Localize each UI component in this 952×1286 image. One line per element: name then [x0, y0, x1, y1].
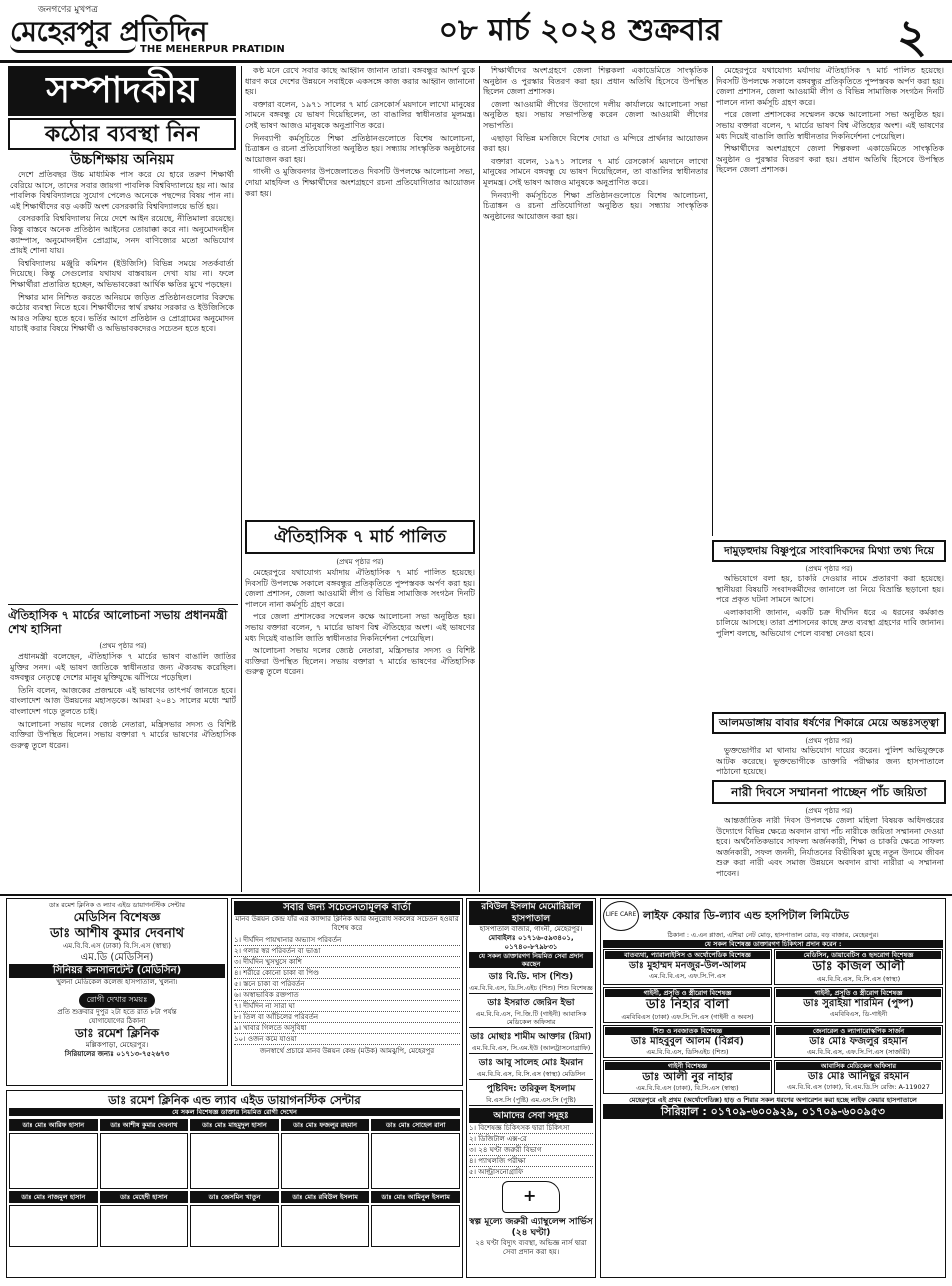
ambulance-service: স্বল্প মূল্যে জরুরী এ্যাম্বুলেন্স সার্ভিস (২৪ ঘণ্টা) — [469, 1217, 593, 1238]
ambulance-icon — [502, 1181, 560, 1213]
column-divider — [241, 66, 242, 892]
doctor-info: এম.বি.বি.এস, এফ.সি.পি.এস (সার্জারী) — [806, 1048, 911, 1056]
story-paragraph: প্রধানমন্ত্রী বলেছেন, ঐতিহাসিক ৭ মার্চের ভাষণ বাঙালি জাতির মুক্তির সনদ। এই ভাষণ জাতিকে স্বাধীনতার জন্য ঐক্যবদ্ধ করেছিল। বঙ্গবন্ধুর নেতৃত্বে দেশের মানুষ মুক্তিযুদ্ধে ঝাঁপিয়ে পড়েছিল। — [10, 652, 236, 683]
ad-footer: ২৪ ঘণ্টা বিদ্যুৎ ব্যবস্থা, অভিজ্ঞ নার্স দ্বারা সেবা প্রদান করা হয়। — [475, 1239, 587, 1256]
ad-contact-label: যোগাযোগের ঠিকানা — [88, 1017, 146, 1025]
editorial-subhead: উচ্চশিক্ষায় অনিয়ম — [70, 152, 174, 168]
doctor-info: এমবিবিএস (ঢাকা) এফ.সি.পি.এস (গাইনী ও অবস) — [621, 1013, 754, 1021]
doctor-specialty: মেডিসিন, ডায়াবেটিস ও হৃদরোগ বিশেষজ্ঞ — [776, 951, 941, 959]
ad-rabiul-hospital — [466, 898, 596, 1278]
newspaper-title-english: THE MEHERPUR PRATIDIN — [140, 44, 285, 55]
doctor-entry — [603, 949, 772, 985]
story-paragraph: কণ্ঠ মনে রেখে সবার কাছে আহ্বান জানান তারা। বঙ্গবন্ধুর আদর্শ বুকে ধারণ করে দেশের উন্নয়নে সবাইকে একসঙ্গে কাজ করার আহ্বান জানানো হয়। — [245, 66, 475, 97]
doctor-info: এম.বি.বি.এস (ঢাকা), বি.এম.ডি.সি রেজি: A-119027 — [787, 1083, 930, 1091]
story-alamdanga-continued: (প্রথম পৃষ্ঠার পর) — [805, 737, 853, 745]
list-item: ৩। দীর্ঘদিন খুসখুসে কাশি — [234, 957, 460, 968]
ad-phone: মোবাইলঃ ০১৭১৬-৫৯৩৪০১, ০১৭৪০-৮৭৯৮৩১ — [488, 934, 574, 951]
right-column-body — [716, 66, 944, 536]
story-paragraph: আলোচনা সভায় দলের জ্যেষ্ঠ নেতারা, মন্ত্রিসভার সদস্য ও বিশিষ্ট ব্যক্তিরা উপস্থিত ছিলেন। সভায় বক্তারা ৭ মার্চের ভাষণের ঐতিহাসিক গুরুত্ব তুলে ধরেন। — [10, 719, 236, 750]
story-paragraph: আলোচনা সভায় দলের জ্যেষ্ঠ নেতারা, মন্ত্রিসভার সদস্য ও বিশিষ্ট ব্যক্তিরা উপস্থিত ছিলেন। সভায় বক্তারা ৭ মার্চের ভাষণের ঐতিহাসিক গুরুত্ব তুলে ধরেন। — [245, 646, 475, 677]
lifecare-header — [603, 901, 943, 931]
story-paragraph: আন্তর্জাতিক নারী দিবস উপলক্ষে জেলা মহিলা বিষয়ক অধিদপ্তরের উদ্যোগে বিভিন্ন ক্ষেত্রে অবদান রাখা পাঁচ নারীকে জয়িতা সম্মাননা দেওয়া হবে। অর্থনৈতিকভাবে সাফল্য অর্জনকারী, শিক্ষা ও চাকরি ক্ষেত্রে সাফল্য অর্জনকারী, সফল জননী, নির্যাতনের বিভীষিকা মুছে নতুন উদ্যমে জীবন শুরু করা নারী এবং সমাজ উন্নয়নে অবদান রাখা নারীরা এ সম্মাননা পাবেন। — [716, 816, 944, 878]
doctor-details-placeholder — [9, 1133, 98, 1189]
doctor-specialty: গাইনী বিশেষজ্ঞ — [605, 1062, 770, 1070]
story-damurhuda-headline: দামুড়হুদায় বিষ্ণুপুরে সাংবাদিকদের মিথ্যা তথ্য দিয়ে — [724, 545, 934, 557]
story-alamdanga-headline-box — [712, 712, 946, 734]
doctor-info: এম.বি.বি.এস, বি.সি.এস (স্বাস্থ্য) — [816, 975, 901, 983]
doctor-name: ডাঃ কাজল আলী — [812, 959, 905, 974]
services-list — [469, 1123, 593, 1178]
column-divider — [712, 66, 713, 536]
story-damurhuda-continued: (প্রথম পৃষ্ঠার পর) — [805, 565, 853, 573]
list-item: ১। বিশেষজ্ঞ চিকিৎসক দ্বারা চিকিৎসা — [469, 1123, 593, 1134]
list-item: ৫। আল্ট্রাসনোগ্রাফি — [469, 1167, 593, 1178]
story-paragraph: শিক্ষার্থীদের অংশগ্রহণে জেলা শিল্পকলা একাডেমিতে সাংস্কৃতিক অনুষ্ঠান ও পুরস্কার বিতরণ করা হয়। প্রধান অতিথি হিসেবে উপস্থিত ছিলেন জেলা প্রশাসক। — [716, 144, 944, 175]
ad-subheader: যে সকল বিশেষজ্ঞ ডাক্তার নিয়মিত রোগী দেখেন — [9, 1108, 460, 1116]
doctor-specialty: গাইনী, প্রসূতি ও স্ত্রীরোগ বিশেষজ্ঞ — [776, 989, 941, 997]
doctor-entry — [774, 987, 943, 1023]
doctor-specialty: শিশু ও নবজাতক বিশেষজ্ঞ — [605, 1027, 770, 1035]
masthead — [0, 0, 952, 64]
story-paragraph: পরে জেলা প্রশাসকের সম্মেলন কক্ষে আলোচনা সভা অনুষ্ঠিত হয়। সভায় বক্তারা বলেন, ৭ মার্চের ভাষণ বিশ্ব ঐতিহ্যের অংশ। এই ভাষণের মধ্য দিয়েই বাঙালি জাতি স্বাধীনতার দিকনির্দেশনা পেয়েছিল। — [245, 612, 475, 643]
doctor-info: এম.বি.বি.এস, ডি.সি.এইচ (শিশু) শিশু বিশেষজ্ঞ — [469, 984, 593, 992]
editorial-paragraph: বিশ্ববিদ্যালয় মঞ্জুরি কমিশন (ইউজিসি) বিভিন্ন সময়ে সতর্কবার্তা দিয়েছে। কিন্তু সেগুলোর যথাযথ বাস্তবায়ন দেখা যায় না। ফলে শিক্ষার্থীরা প্রতারিত হচ্ছেন, অভিভাবকেরা আর্থিক ক্ষতির মুখে পড়ছেন। — [10, 258, 234, 289]
doctor-entry — [469, 994, 593, 1028]
doctor-name: ডাঃ মোঃ ফজলুর রহমান — [281, 1119, 370, 1131]
doctor-entry — [469, 1028, 593, 1054]
story-march7-continued: (প্রথম পৃষ্ঠার পর) — [336, 558, 384, 566]
story-damurhuda-body — [716, 574, 944, 710]
title-swoosh-decoration — [10, 44, 136, 53]
doctor-details-placeholder — [281, 1205, 370, 1247]
editorial-paragraph: শিক্ষার মান নিশ্চিত করতে অনিয়মে জড়িত প্রতিষ্ঠানগুলোর বিরুদ্ধে কঠোর ব্যবস্থা নিতে হবে। শিক্ষার্থীদের স্বার্থ রক্ষায় সরকার ও ইউজিসিকে আরও সক্রিয় হতে হবে। ভর্তির আগে প্রতিষ্ঠান ও প্রোগ্রামের অনুমোদন যাচাই করার বিষয়ে শিক্ষার্থী ও অভিভাবকদেরও সচেতন হতে হবে। — [10, 292, 234, 334]
story-paragraph: দিনব্যাপী কর্মসূচিতে শিক্ষা প্রতিষ্ঠানগুলোতে বিশেষ আলোচনা, চিত্রাঙ্কন ও রচনা প্রতিযোগিতা অনুষ্ঠিত হয়। সন্ধ্যায় সাংস্কৃতিক অনুষ্ঠানের আয়োজন করা হয়। — [483, 190, 708, 221]
story-womens-day-body — [716, 816, 944, 892]
doctor-entry — [469, 1080, 593, 1106]
story-paragraph: পরে জেলা প্রশাসকের সম্মেলন কক্ষে আলোচনা সভা অনুষ্ঠিত হয়। সভায় বক্তারা বলেন, ৭ মার্চের ভাষণ বিশ্ব ঐতিহ্যের অংশ। এই ভাষণের মধ্য দিয়েই বাঙালি জাতি স্বাধীনতার দিকনির্দেশনা পেয়েছিল। — [716, 110, 944, 141]
doctor-specialty: বাতব্যথা, প্যারালাইসিস ও অর্থোপেডিক বিশেষজ্ঞ — [605, 951, 770, 959]
editorial-body — [10, 170, 234, 600]
doctor-info: বি.এস.সি (পুষ্টি) এম.এস.সি (পুষ্টি) — [486, 1096, 576, 1104]
editorial-paragraph: দেশে প্রতিবছর উচ্চ মাধ্যমিক পাস করে যে হারে তরুণ শিক্ষার্থী বেরিয়ে আসে, তাদের সবার জায়গা পাবলিক বিশ্ববিদ্যালয়ে হয় না। আর পাবলিক বিশ্ববিদ্যালয়ে সুযোগ পেলেও অনেকে পছন্দের বিষয় পান না। এই শিক্ষার্থীদের বড় একটি অংশ বেসরকারি বিশ্ববিদ্যালয়ে ভর্তি হয়। — [10, 170, 234, 211]
doctor-specialty: জেনারেল ও ল্যাপারোস্কপিক সার্জন — [776, 1027, 941, 1035]
doctor-specialty: আবাসিক মেডিকেল অফিসার — [776, 1062, 941, 1070]
list-item: ১। দীর্ঘদিন পায়খানার অভ্যাস পরিবর্তন — [234, 935, 460, 946]
ad-header: ডাঃ রমেশ ক্লিনিক এন্ড ল্যাব এইড ডায়াগনস্টিক সেন্টার — [108, 1093, 361, 1107]
issue-date: ০৮ মার্চ ২০২৪ শুক্রবার — [438, 13, 722, 48]
doctor-entry — [603, 987, 772, 1023]
ad-awareness — [231, 898, 463, 1086]
page-number: ২ — [897, 9, 927, 63]
newspaper-title: মেহেরপুর প্রতিদিন — [10, 15, 207, 48]
story-paragraph: অভিযোগে বলা হয়, চাকরি দেওয়ার নামে প্রতারণা করা হয়েছে। স্থানীয়রা বিষয়টি সংবাদকর্মীদের জানালে তা নিয়ে বিভ্রান্তি ছড়ানো হয়। পরে প্রকৃত ঘটনা সামনে আসে। — [716, 574, 944, 605]
ad-hospital-name: রবিউল ইসলাম মেমোরিয়াল হাসপাতাল — [469, 901, 593, 925]
story-pm-continued: (প্রথম পৃষ্ঠার পর) — [99, 642, 147, 650]
editorial-headline-box — [8, 118, 236, 150]
diagnostic-doctor-grid — [9, 1119, 460, 1247]
ad-schedule-label: রোগী দেখার সময়ঃ — [79, 993, 156, 1008]
story-paragraph: এছাড়া বিভিন্ন মসজিদে বিশেষ দোয়া ও মন্দিরে প্রার্থনার আয়োজন করা হয়। — [483, 133, 708, 154]
story-womens-day-headline-box — [712, 780, 946, 804]
ad-header: ডাঃ রমেশ ক্লিনিক ও ল্যাব এইড ডায়াগনস্টিক সেন্টার — [49, 901, 185, 909]
doctor-name: ডাঃ মোঃ সোহেল রানা — [371, 1119, 460, 1131]
doctor-entry — [774, 949, 943, 985]
doctor-entry — [603, 1060, 772, 1094]
story-paragraph: মেহেরপুরে যথাযোগ্য মর্যাদায় ঐতিহাসিক ৭ মার্চ পালিত হয়েছে। দিবসটি উপলক্ষে সকালে বঙ্গবন্ধুর প্রতিকৃতিতে পুষ্পস্তবক অর্পণ করা হয়। জেলা প্রশাসন, জেলা আওয়ামী লীগ ও বিভিন্ন সামাজিক সংগঠন দিনটি পালনে নানা কর্মসূচি গ্রহণ করে। — [245, 568, 475, 609]
list-item: ৯। খাবার গিলতে অসুবিধা — [234, 1023, 460, 1034]
story-paragraph: গাংনী ও মুজিবনগর উপজেলাতেও দিবসটি উপলক্ষে আলোচনা সভা, দোয়া মাহফিল ও শিক্ষার্থীদের অংশগ্রহণে রচনা প্রতিযোগিতার আয়োজন করা হয়। — [245, 167, 475, 198]
ad-tagline: যে সকল ডাক্তারগণ নিয়মিত সেবা প্রদান করছেন — [469, 952, 593, 968]
lifecare-serial: সিরিয়াল : ০১৭০৯-৬০০৯২৯, ০১৭০৯-৬০০৯৫৩ — [603, 1104, 943, 1119]
list-item: ২। গলার স্বর পরিবর্তন বা ভাঙা — [234, 946, 460, 957]
doctor-info: এম.বি.বি.এস, বি.সি.এস (স্বাস্থ্য) মেডিসিন — [476, 1070, 586, 1078]
list-item: ১০। ওজন কমে যাওয়া — [234, 1034, 460, 1045]
list-item: ৭। দীর্ঘদিন না সারা ঘা — [234, 1001, 460, 1012]
ads-divider — [0, 894, 952, 896]
doctor-name: ডাঃ মোঃ আনিছুর রহমান — [807, 1071, 910, 1082]
ad-header: সবার জন্য সচেতনতামূলক বার্তা — [234, 901, 460, 915]
ad-ramesh-diagnostic — [6, 1090, 463, 1278]
doctor-name: ডাঃ ইসরাত জেরিন ইভা — [487, 998, 575, 1008]
story-paragraph: দিনব্যাপী কর্মসূচিতে শিক্ষা প্রতিষ্ঠানগুলোতে বিশেষ আলোচনা, চিত্রাঙ্কন ও রচনা প্রতিযোগিতা অনুষ্ঠিত হয়। সন্ধ্যায় সাংস্কৃতিক অনুষ্ঠানের আয়োজন করা হয়। — [245, 133, 475, 164]
doctor-details-placeholder — [371, 1205, 460, 1247]
list-item: ৪। শরীরে কোনো চাকা বা পিণ্ড — [234, 968, 460, 979]
story-pm-body — [10, 652, 236, 892]
ad-lifecare-hospital — [600, 898, 946, 1278]
ad-md: এম.ডি (মেডিসিন) — [80, 952, 154, 963]
doctor-entry — [774, 1060, 943, 1094]
story-paragraph: বক্তারা বলেন, ১৯৭১ সালের ৭ মার্চ রেসকোর্স ময়দানে লাখো মানুষের সামনে বঙ্গবন্ধু যে ভাষণ দিয়েছিলেন, তা বাঙালির স্বাধীনতার মূলমন্ত্র। সেই ভাষণ আজও মানুষকে অনুপ্রাণিত করে। — [245, 99, 475, 130]
doctor-info: এমবিবিএস, ডি-গাইনী — [829, 1010, 888, 1018]
editorial-headline: কঠোর ব্যবস্থা নিন — [44, 122, 200, 147]
story-march7-headline: ঐতিহাসিক ৭ মার্চ পালিত — [273, 527, 447, 547]
story-womens-day-headline: নারী দিবসে সম্মাননা পাচ্ছেন পাঁচ জয়িতা — [731, 785, 927, 799]
doctor-name: পুষ্টিবিদ: তরিকুল ইসলাম — [486, 1084, 576, 1094]
doctor-name: ডাঃ মোছাঃ শামীম আক্তার (রিমা) — [470, 1032, 592, 1042]
doctor-details-placeholder — [371, 1133, 460, 1189]
story-paragraph: মেহেরপুরে যথাযোগ্য মর্যাদায় ঐতিহাসিক ৭ মার্চ পালিত হয়েছে। দিবসটি উপলক্ষে সকালে বঙ্গবন্ধুর প্রতিকৃতিতে পুষ্পস্তবক অর্পণ করা হয়। জেলা প্রশাসন, জেলা আওয়ামী লীগ ও বিভিন্ন সামাজিক সংগঠন দিনটি পালনে নানা কর্মসূচি গ্রহণ করে। — [716, 66, 944, 107]
story-womens-day-continued: (প্রথম পৃষ্ঠার পর) — [805, 807, 853, 815]
doctor-name: ডাঃ আশীষ কুমার দেবনাথ — [100, 1119, 189, 1131]
ad-address: মল্লিকপাড়া, মেহেরপুর। — [85, 1041, 149, 1049]
doctor-name: ডাঃ মোঃ ফজলুর রহমান — [809, 1036, 908, 1047]
doctor-name: ডাঃ আবু সালেহ মোঃ ইমরান — [478, 1058, 584, 1068]
doctor-name: ডাঃ মোঃ আরিফ হাসান — [9, 1119, 98, 1131]
lifecare-doctor-grid — [603, 949, 943, 1094]
story-alamdanga-body — [716, 746, 944, 778]
story-paragraph: বক্তারা বলেন, ১৯৭১ সালের ৭ মার্চ রেসকোর্স ময়দানে লাখো মানুষের সামনে বঙ্গবন্ধু যে ভাষণ দিয়েছিলেন, তা বাঙালির স্বাধীনতার মূলমন্ত্র। সেই ভাষণ আজও মানুষকে অনুপ্রাণিত করে। — [483, 156, 708, 187]
list-item: ৩। ২৪ ঘণ্টা জরুরী বিভাগ — [469, 1145, 593, 1156]
masthead-divider — [0, 60, 952, 63]
doctor-name: ডাঃ মাহবুবুল আলম (বিপ্লব) — [631, 1036, 744, 1047]
ad-footer: জনস্বার্থে প্রচারে মানব উন্নয়ন কেন্দ্র (মউক) আমঝুপি, মেহেরপুর — [259, 1047, 435, 1055]
story-alamdanga-headline: আলমডাঙ্গায় বাবার ধর্ষণের শিকারে মেয়ে অন্তঃসত্ত্বা — [718, 717, 940, 729]
ad-degrees: এম.বি.বি.এস (ঢাকা) বি.সি.এস (স্বাস্থ্য) — [62, 942, 172, 950]
doctor-name: ডাঃ আলী নুর নাহার — [642, 1070, 733, 1083]
list-item: ৬। অস্বাভাবিক রক্তপাত — [234, 990, 460, 1001]
ad-hospital: খুলনা মেডিকেল কলেজ হাসপাতাল, খুলনা। — [56, 978, 178, 986]
ad-doctor-name: ডাঃ আশীষ কুমার দেবনাথ — [49, 926, 185, 941]
doctor-entry — [774, 1025, 943, 1058]
ad-specialty: মেডিসিন বিশেষজ্ঞ — [73, 910, 161, 924]
doctor-name: ডাঃ মেহেদী হাসান — [100, 1191, 189, 1203]
ad-hospital-name: লাইফ কেয়ার ডি-ল্যাব এন্ড হসপিটাল লিমিটেড — [643, 909, 849, 922]
doctor-info: এম.বি.বি.এস (ঢাকা), বি.সি.এস (স্বাস্থ্য) — [636, 1084, 739, 1092]
ad-address: হাসপাতাল বাজার, গাংনী, মেহেরপুর। — [479, 925, 583, 933]
doctor-details-placeholder — [9, 1205, 98, 1247]
story-pm-headline: ঐতিহাসিক ৭ মার্চের আলোচনা সভায় প্রধানমন্ত্রী শেখ হাসিনা — [8, 608, 228, 636]
ad-intro: মানব উন্নয়ন কেন্দ্র যাঁর এর ক্যান্সার ক্লিনিক আর অনুরোধ সকলের সচেতন হওয়ার বিশেষ করে — [235, 915, 459, 932]
story-paragraph: জেলা আওয়ামী লীগের উদ্যোগে দলীয় কার্যালয়ে আলোচনা সভা অনুষ্ঠিত হয়। সভায় সভাপতিত্ব করেন জেলা আওয়ামী লীগের সভাপতি। — [483, 99, 708, 130]
story-paragraph: এলাকাবাসী জানান, একটি চক্র দীর্ঘদিন ধরে এ ধরনের কর্মকাণ্ড চালিয়ে আসছে। তারা প্রশাসনের কাছে দ্রুত ব্যবস্থা গ্রহণের দাবি জানান। পুলিশ বলছে, অভিযোগ পেলে ব্যবস্থা নেওয়া হবে। — [716, 607, 944, 638]
divider — [8, 604, 238, 605]
story-damurhuda-headline-box — [712, 540, 946, 562]
doctor-name: ডাঃ সুরাইয়া শারমিন (পুষ্প) — [803, 998, 914, 1009]
masthead-tagline: জনগণের মুখপত্র — [38, 5, 98, 15]
right-center-column-body — [483, 66, 708, 892]
list-item: ৪। প্যাথলজি পরীক্ষা — [469, 1156, 593, 1167]
ad-title: সিনিয়র কনসালটেন্ট (মেডিসিন) — [9, 964, 225, 978]
story-march7-body — [245, 568, 475, 892]
editorial-banner: সম্পাদকীয় — [8, 66, 236, 116]
awareness-list — [234, 935, 460, 1045]
doctor-info: এম.বি.বি.এস, এফ.সি.পি.এস — [649, 972, 726, 980]
services-title: আমাদের সেবা সমূহঃ — [469, 1108, 593, 1123]
center-column-body — [245, 66, 475, 516]
doctor-name: ডাঃ মোঃ আমিনুল ইসলাম — [371, 1191, 460, 1203]
doctor-name: ডাঃ মুহাম্মদ মনজুর-উল-আলম — [629, 960, 746, 971]
doctor-info: এম.বি.বি.এস, সি.এম.ইউ (আলট্রাসনোগ্রাফি) — [471, 1044, 591, 1052]
doctor-details-placeholder — [281, 1133, 370, 1189]
doctor-info: এম.বি.বি.এস, ডিসিএইচ (শিশু) — [646, 1048, 729, 1056]
story-march7-headline-box — [245, 520, 475, 554]
ad-address: ঠিকানা : এ.এন প্লাজা, এশিয়া নেট মোড়, হাসপাতাল রোড, বড় বাজার, মেহেরপুর। — [667, 931, 879, 939]
doctor-name: ডাঃ মোঃ রবিউল ইসলাম — [281, 1191, 370, 1203]
doctor-details-placeholder — [100, 1205, 189, 1247]
story-paragraph: তিনি বলেন, আজকের প্রজন্মকে এই ভাষণের তাৎপর্য জানতে হবে। বাংলাদেশ আজ উন্নয়নের মহাসড়কে। আমরা ২০৪১ সালের মধ্যে স্মার্ট বাংলাদেশ গড়ে তুলতে চাই। — [10, 685, 236, 716]
doctor-details-placeholder — [100, 1133, 189, 1189]
ad-ramesh-medicine — [6, 898, 228, 1086]
doctor-name: ডাঃ মোঃ মাহমুদুল হাসান — [190, 1119, 279, 1131]
doctor-info: এম.বি.বি.এস, পি.জি.টি (গাইনী) আবাসিক মেডিকেল অফিসার — [475, 1010, 587, 1026]
doctor-details-placeholder — [190, 1205, 279, 1247]
ad-serial: সিরিয়ালের জন্যঃ ০১৭১৩-৭৫২৬৭৩ — [64, 1050, 170, 1058]
lifecare-footer-note: মেহেরপুরে এই প্রথম (অর্থোপেডিক্স) হাড় ও শিরার সকল ধরণের অপারেশন করা হচ্ছে লাইফ কেয়ার হাসপাতালে — [629, 1096, 917, 1104]
ad-tagline: যে সকল বিশেষজ্ঞ ডাক্তারগণ চিকিৎসা প্রদান করেন : — [603, 940, 943, 948]
story-paragraph: ভুক্তভোগীর মা থানায় অভিযোগ দায়ের করেন। পুলিশ অভিযুক্তকে আটক করেছে। ভুক্তভোগীকে ডাক্তারি পরীক্ষার জন্য হাসপাতালে পাঠানো হয়েছে। — [716, 746, 944, 777]
list-item: ৮। তিল বা আঁচিলের পরিবর্তন — [234, 1012, 460, 1023]
doctor-name: ডাঃ জেসমিন খাতুন — [190, 1191, 279, 1203]
list-item: ৫। স্তনে চাকা বা পরিবর্তন — [234, 979, 460, 990]
story-paragraph: শিক্ষার্থীদের অংশগ্রহণে জেলা শিল্পকলা একাডেমিতে সাংস্কৃতিক অনুষ্ঠান ও পুরস্কার বিতরণ করা হয়। প্রধান অতিথি হিসেবে উপস্থিত ছিলেন জেলা প্রশাসক। — [483, 66, 708, 97]
editorial-paragraph: বেসরকারি বিশ্ববিদ্যালয় নিয়ে দেশে আইন রয়েছে, নীতিমালা রয়েছে। কিন্তু বাস্তবে অনেক প্রতিষ্ঠান আইনের তোয়াক্কা করে না। অনুমোদনহীন ক্যাম্পাস, অনুমোদনহীন প্রোগ্রাম, সনদ বাণিজ্যের মতো অভিযোগ প্রায়ই শোনা যায়। — [10, 214, 234, 256]
doctor-name: ডাঃ বি.ডি. দাস (শিশু) — [488, 972, 574, 982]
ad-clinic-name: ডাঃ রমেশ ক্লিনিক — [74, 1026, 160, 1040]
ad-schedule: প্রতি শুক্রবার দুপুর ২টা হতে রাত ৮টা পর্যন্ত — [57, 1008, 177, 1016]
doctor-entry — [603, 1025, 772, 1058]
column-divider — [479, 66, 480, 892]
list-item: ২। ডিজিটাল এক্স-রে — [469, 1134, 593, 1145]
doctor-name: ডাঃ মোঃ নাজমুল হাসান — [9, 1191, 98, 1203]
doctor-entry — [469, 968, 593, 994]
doctor-entry — [469, 1054, 593, 1080]
doctor-details-placeholder — [190, 1133, 279, 1189]
doctor-specialty: গাইনী, প্রসূতি ও স্ত্রীরোগ বিশেষজ্ঞ — [605, 989, 770, 997]
doctor-name: ডাঃ নিহার বালা — [645, 997, 729, 1012]
lifecare-logo: LIFE CARE — [603, 901, 639, 931]
